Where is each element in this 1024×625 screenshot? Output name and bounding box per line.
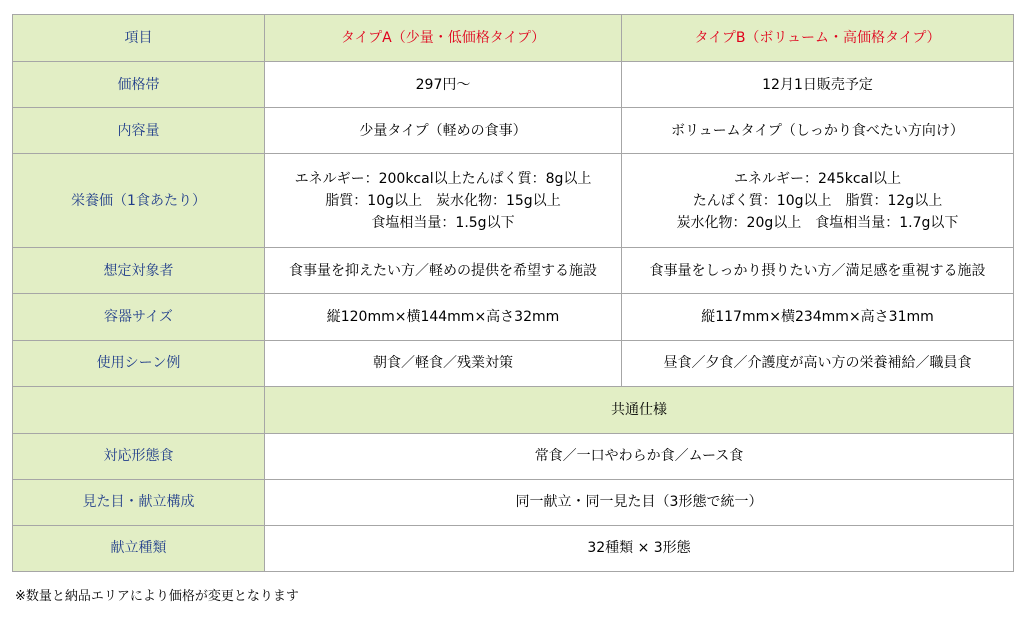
table-row (13, 479, 1014, 525)
row-label: 献立種類 (13, 525, 265, 571)
header-row (13, 15, 1014, 62)
row-label: 想定対象者 (13, 248, 265, 294)
header-item: 項目 (13, 15, 265, 62)
type-b-value (622, 154, 1014, 248)
value-line: 少量タイプ（軽めの食事） (359, 122, 527, 139)
value-line: 食事量をしっかり摂りたい方／満足感を重視する施設 (649, 262, 986, 279)
value-line: エネルギー：200kcal以上たんぱく質：8g以上 (294, 170, 592, 187)
table-row (13, 340, 1014, 386)
value-line: 縦120mm×横144mm×高さ32mm (326, 309, 560, 325)
value-line: 12月1日販売予定 (762, 76, 873, 93)
value-line: 昼食／夕食／介護度が高い方の栄養補給／職員食 (663, 355, 972, 372)
row-label: 内容量 (13, 108, 265, 154)
common-spec-title: 共通仕様 (265, 386, 1014, 433)
header-type-b: タイプB（ボリューム・高価格タイプ） (622, 15, 1014, 62)
table-row (13, 525, 1014, 571)
row-label: 対応形態食 (13, 433, 265, 479)
value-line: ボリュームタイプ（しっかり食べたい方向け） (671, 122, 964, 139)
row-label: 見た目・献立構成 (13, 479, 265, 525)
table-row (13, 294, 1014, 340)
common-value: 32種類 × 3形態 (265, 525, 1014, 571)
value-line: たんぱく質：10g以上 脂質：12g以上 (692, 192, 943, 209)
common-spec-row (13, 386, 1014, 433)
table-row (13, 108, 1014, 154)
value-line: 食塩相当量：1.5g以下 (371, 214, 515, 231)
value-line: エネルギー：245kcal以上 (734, 170, 901, 187)
table-row (13, 62, 1014, 108)
value-line: 炭水化物：20g以上 食塩相当量：1.7g以下 (676, 214, 959, 231)
type-b-value (622, 248, 1014, 294)
common-value: 同一献立・同一見た目（3形態で統一） (265, 479, 1014, 525)
common-value: 常食／一口やわらか食／ムース食 (265, 433, 1014, 479)
header-type-a: タイプA（少量・低価格タイプ） (265, 15, 622, 62)
type-a-value (265, 340, 622, 386)
value-line: 297円～ (415, 76, 471, 93)
row-label: 使用シーン例 (13, 340, 265, 386)
row-label: 価格帯 (13, 62, 265, 108)
value-line: 食事量を抑えたい方／軽めの提供を希望する施設 (289, 262, 597, 279)
row-label: 栄養価（1食あたり） (13, 154, 265, 248)
row-label: 容器サイズ (13, 294, 265, 340)
value-line: 縦117mm×横234mm×高さ31mm (701, 309, 934, 325)
value-line: 朝食／軽食／残業対策 (373, 355, 513, 372)
type-b-value (622, 340, 1014, 386)
type-b-value (622, 108, 1014, 154)
spec-table (12, 14, 1014, 572)
footnote: ※数量と納品エリアにより価格が変更となります (15, 589, 299, 604)
type-b-value (622, 294, 1014, 340)
type-b-value (622, 62, 1014, 108)
type-a-value (265, 154, 622, 248)
table-row (13, 248, 1014, 294)
type-a-value (265, 294, 622, 340)
table-row (13, 433, 1014, 479)
common-spec-blank (13, 386, 265, 433)
type-a-value (265, 248, 622, 294)
table-row (13, 154, 1014, 248)
type-a-value (265, 62, 622, 108)
type-a-value (265, 108, 622, 154)
value-line: 脂質：10g以上 炭水化物：15g以上 (325, 192, 561, 209)
